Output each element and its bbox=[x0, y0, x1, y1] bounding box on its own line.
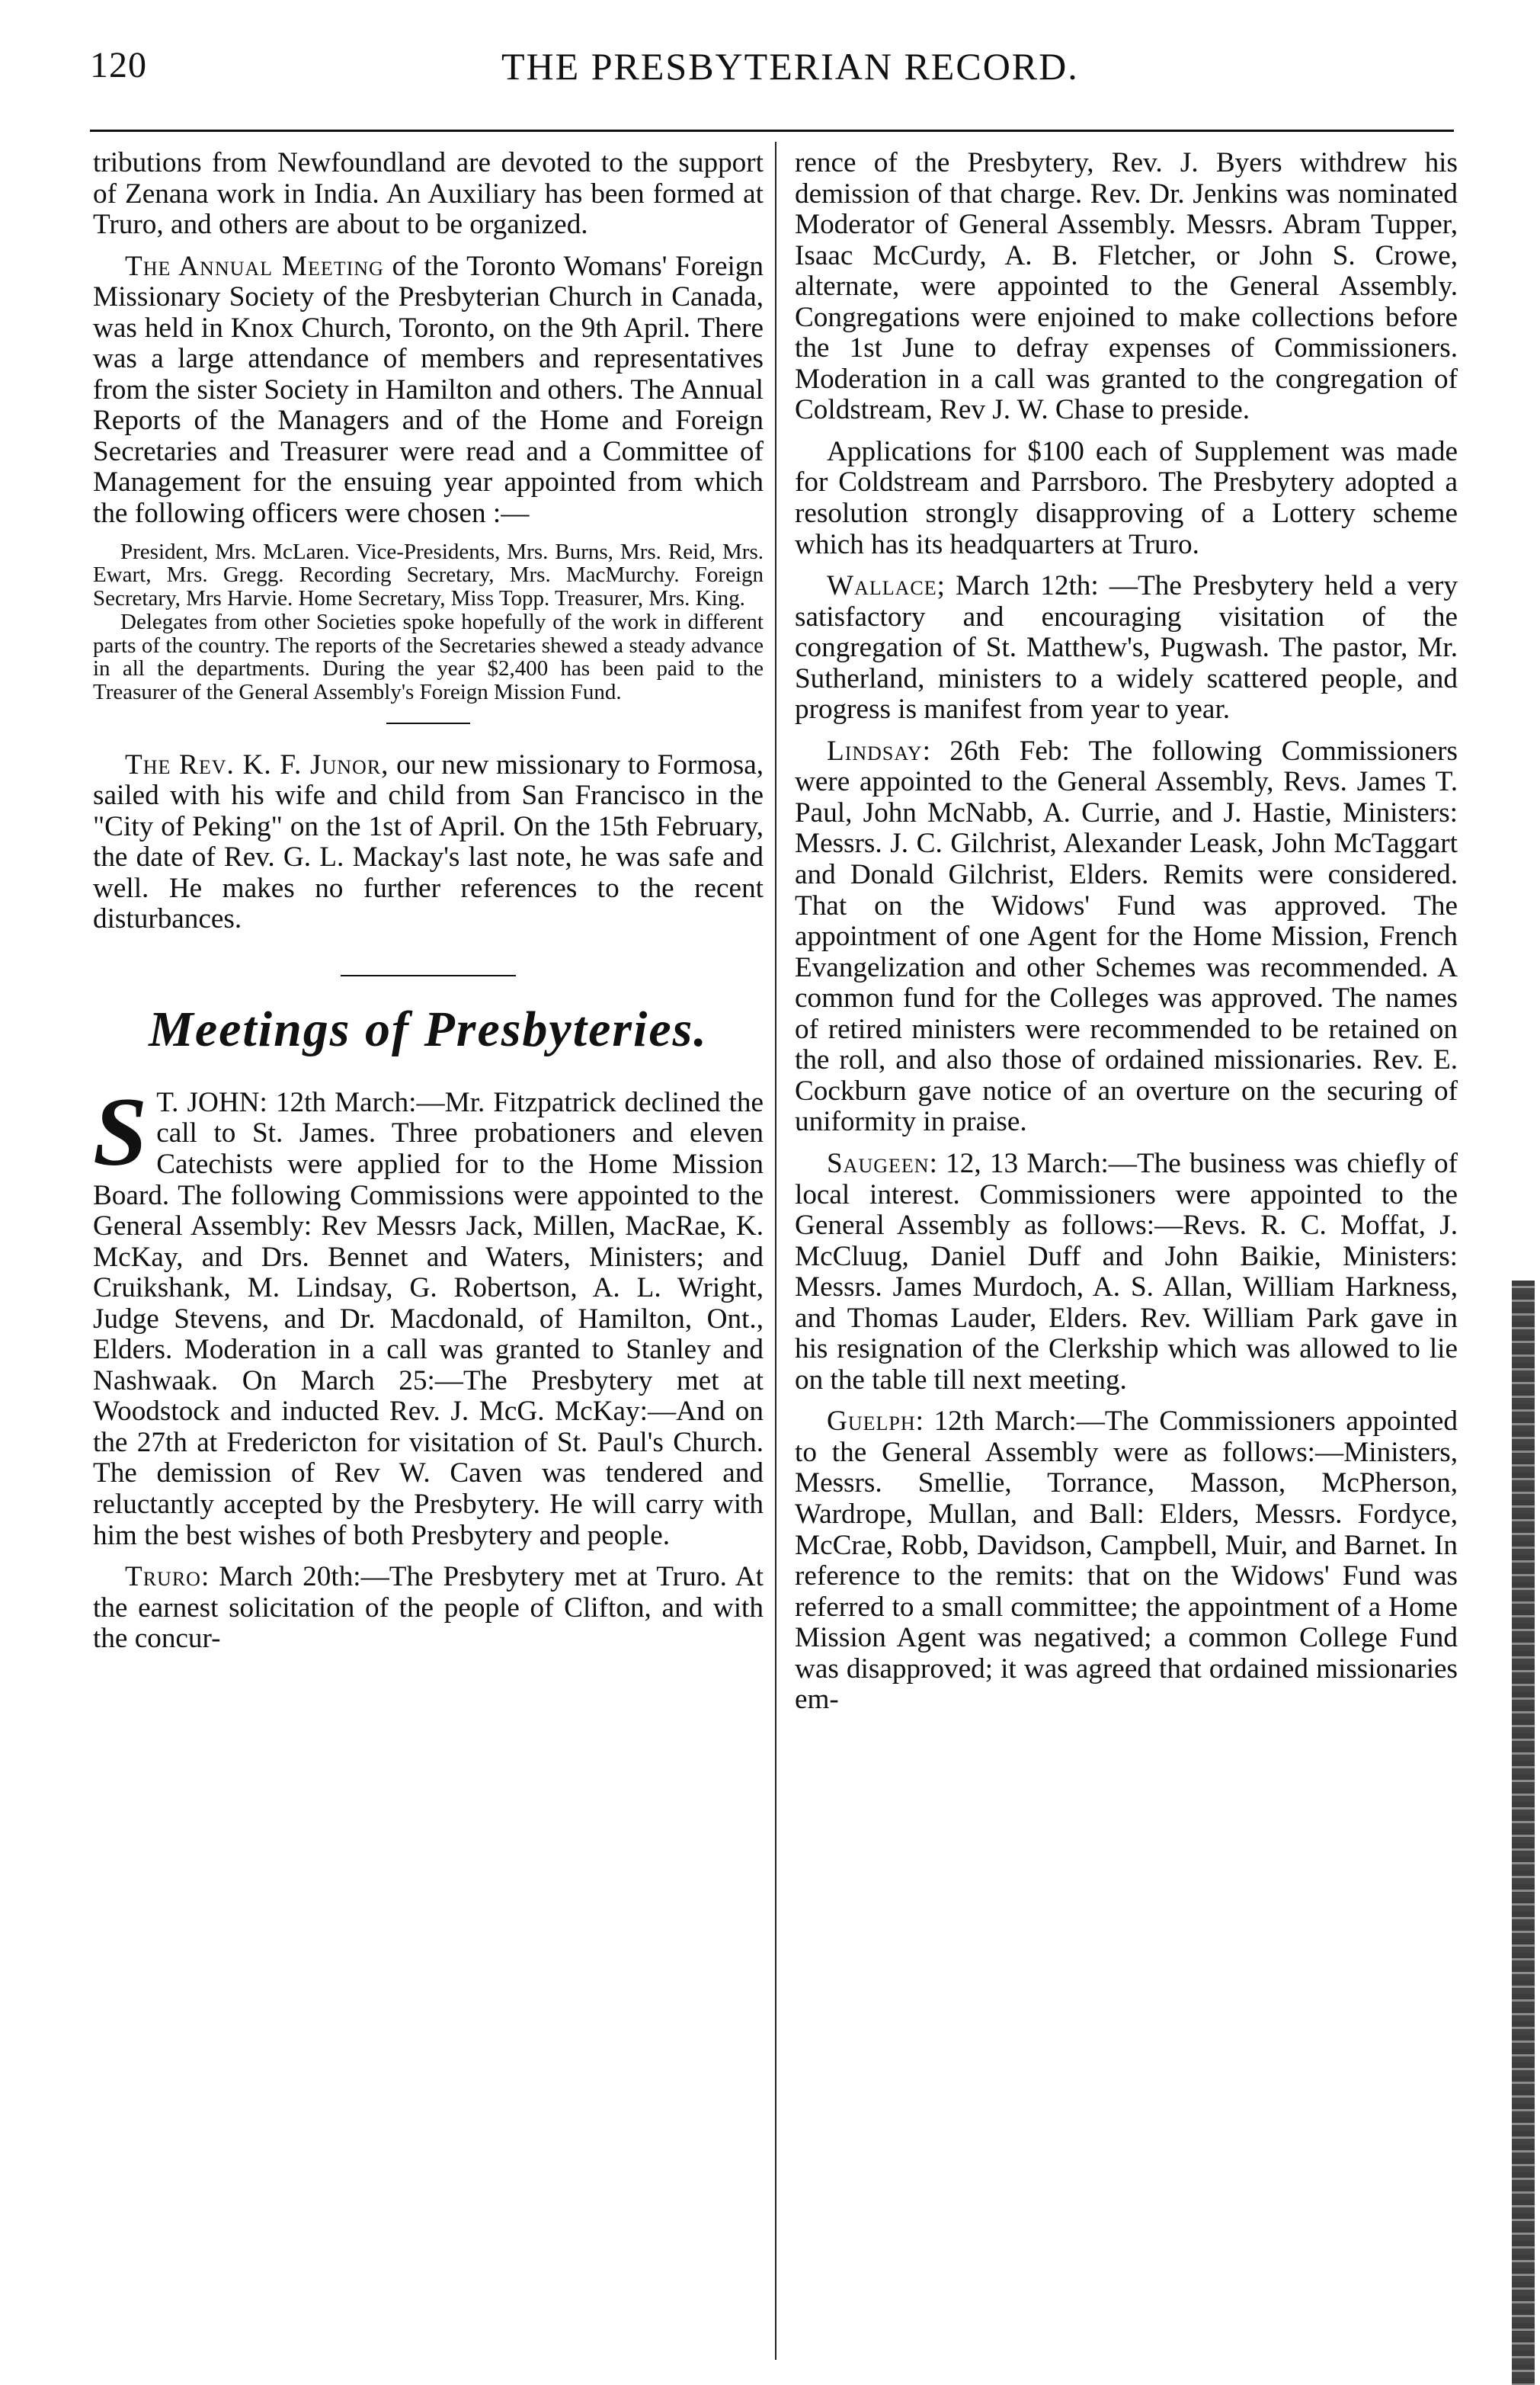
junor-paragraph bbox=[93, 750, 764, 935]
junor-body: our new missionary to Formosa, sailed with his wife and child from San Francisco in the "City of Peking" on the 1st of April. On the 15th February, the date of Rev. G. L. Mackay's last note, he was safe and well. He makes no further references to the recent disturbances. bbox=[93, 749, 764, 935]
saugeen-body: : 12, 13 March:—The business was chiefly of local interest. Commissioners were appointed to the General Assembly as follows:—Revs. R. C. Moffat, J. McCluug, Daniel Duff and John Baikie, Ministers: Messrs. James Murdoch, A. S. Allan, William Harkness, and Thomas Lauder, Elders. Rev. William Park gave in his resignation of the Clerkship which was allowed to lie on the table till next meeting. bbox=[795, 1147, 1458, 1396]
st-john-paragraph bbox=[93, 1077, 764, 1551]
supplement-paragraph: Applications for $100 each of Supplement was made for Coldstream and Parrsboro. The Presbytery adopted a resolution strongly disapproving of a Lottery scheme which has its headquarters at Truro. bbox=[795, 435, 1458, 560]
newfoundland-paragraph: tributions from Newfoundland are devoted to the support of Zenana work in India. An Auxiliary has been formed at Truro, and others are about to be organized. bbox=[93, 147, 764, 241]
lindsay-paragraph bbox=[795, 736, 1458, 1138]
presbyteries-heading: Meetings of Presbyteries. bbox=[149, 1001, 708, 1057]
page-header bbox=[90, 44, 1455, 99]
guelph-lead: Guelph bbox=[827, 1406, 916, 1438]
saugeen-paragraph bbox=[795, 1149, 1458, 1396]
truro-paragraph bbox=[93, 1562, 764, 1655]
right-column bbox=[795, 148, 1458, 1726]
officers-note: Delegates from other Societies spoke hopefully of the work in different parts of the country. The reports of the Secretaries shewed a steady advance in all the departments. During the year $2,400 has been paid to the Treasurer of the General Assembly's Foreign Mission Fund. bbox=[93, 609, 764, 704]
lindsay-body: : 26th Feb: The following Commissioners were appointed to the General Assembly, Revs. James T. Paul, John McNabb, A. Currie, and J. Hastie, Ministers: Messrs. J. C. Gilchrist, Alexander Leask, John McTaggart and Donald Gilchrist, Elders. Remits were considered. That on the Widows' Fund was approved. The appointment of one Agent for the Home Mission, French Evangelization and other Schemes was recommended. A common fund for the Colleges was approved. The names of retired ministers were recommended to be retained on the roll, and also those of ordained missionaries. Rev. E. Cockburn gave notice of an overture on the securing of uniformity in praise. bbox=[795, 735, 1458, 1138]
annual-meeting-paragraph bbox=[93, 252, 764, 530]
guelph-paragraph bbox=[795, 1406, 1458, 1715]
officers-block bbox=[93, 540, 764, 704]
left-column bbox=[93, 148, 764, 1665]
header-rule bbox=[90, 130, 1454, 132]
wallace-lead: Wallace bbox=[827, 570, 937, 602]
page-edge-shadow bbox=[1512, 1281, 1535, 2385]
running-title: THE PRESBYTERIAN RECORD. bbox=[501, 45, 1079, 88]
annual-meeting-body: of the Toronto Womans' Foreign Missionary Society of the Presbyterian Church in Canada, was held in Knox Church, Toronto, on the 9th April. There was a large attendance of members and representatives from the sister Society in Hamilton and others. The Annual Reports of the Managers and of the Home and Foreign Secretaries and Treasurer were read and a Committee of Management for the ensuing year appointed from which the following officers were chosen :— bbox=[93, 250, 764, 530]
page-number: 120 bbox=[90, 45, 147, 85]
column-divider bbox=[775, 142, 776, 2360]
guelph-body: : 12th March:—The Commissioners appointed to the General Assembly were as follows:—Ministers, Messrs. Smellie, Torrance, Masson, McPherson, Wardrope, Mullan, and Ball: Elders, Messrs. Fordyce, McCrae, Robb, Davidson, Campbell, Muir, and Barnet. In reference to the remits: that on the Widows' Fund was referred to a small committee; the appointment of a Home Mission Agent was negatived; a common College Fund was disapproved; it was agreed that ordained missionaries em- bbox=[795, 1406, 1458, 1716]
officers-list: President, Mrs. McLaren. Vice-Presidents, Mrs. Burns, Mrs. Reid, Mrs. Ewart, Mrs. Gregg. Recording Secretary, Mrs. MacMurchy. Foreign Secretary, Mrs Harvie. Home Secretary, Miss Topp. Treasurer, Mrs. King. bbox=[93, 539, 764, 611]
lindsay-lead: Lindsay bbox=[827, 735, 923, 767]
truro-lead: Truro bbox=[125, 1561, 201, 1593]
truro-body: : March 20th:—The Presbytery met at Truro. At the earnest solicitation of the people of Clifton, and with the concur- bbox=[93, 1561, 764, 1655]
st-john-body: T. JOHN: 12th March:—Mr. Fitzpatrick declined the call to St. James. Three probationers and eleven Catechists were applied for to the Home Mission Board. The following Commissions were appointed to the General Assembly: Rev Messrs Jack, Millen, MacRae, K. McKay, and Drs. Bennet and Waters, Ministers; and Cruikshank, M. Lindsay, G. Robertson, A. L. Wright, Judge Stevens, and Dr. Macdonald, of Hamilton, Ont., Elders. Moderation in a call was granted to Stanley and Nashwaak. On March 25:—The Presbytery met at Woodstock and inducted Rev. J. McG. McKay:—And on the 27th at Fredericton for visitation of St. Paul's Church. The demission of Rev W. Caven was tendered and reluctantly accepted by the Presbytery. He will carry with him the best wishes of both Presbytery and people. bbox=[93, 1086, 764, 1551]
drop-cap: S bbox=[93, 1077, 148, 1186]
section-rule bbox=[386, 723, 470, 724]
heading-rule bbox=[341, 975, 516, 976]
wallace-paragraph bbox=[795, 571, 1458, 726]
junor-lead: The Rev. K. F. Junor, bbox=[125, 749, 389, 781]
annual-meeting-lead: The Annual Meeting bbox=[125, 250, 384, 282]
truro-continued-paragraph: rence of the Presbytery, Rev. J. Byers withdrew his demission of that charge. Rev. Dr. Jenkins was nominated Moderator of General Assembly. Messrs. Abram Tupper, Isaac McCurdy, A. B. Fletcher, or John S. Crowe, alternate, were appointed to the General Assembly. Congregations were enjoined to make collections before the 1st June to defray expenses of Commissioners. Moderation in a call was granted to the congregation of Coldstream, Rev J. W. Chase to preside. bbox=[795, 147, 1458, 426]
wallace-body: ; March 12th: —The Presbytery held a very satisfactory and encouraging visitation of the congregation of St. Matthew's, Pugwash. The pastor, Mr. Sutherland, ministers to a widely scattered people, and progress is manifest from year to year. bbox=[795, 570, 1458, 726]
saugeen-lead: Saugeen bbox=[827, 1147, 930, 1179]
